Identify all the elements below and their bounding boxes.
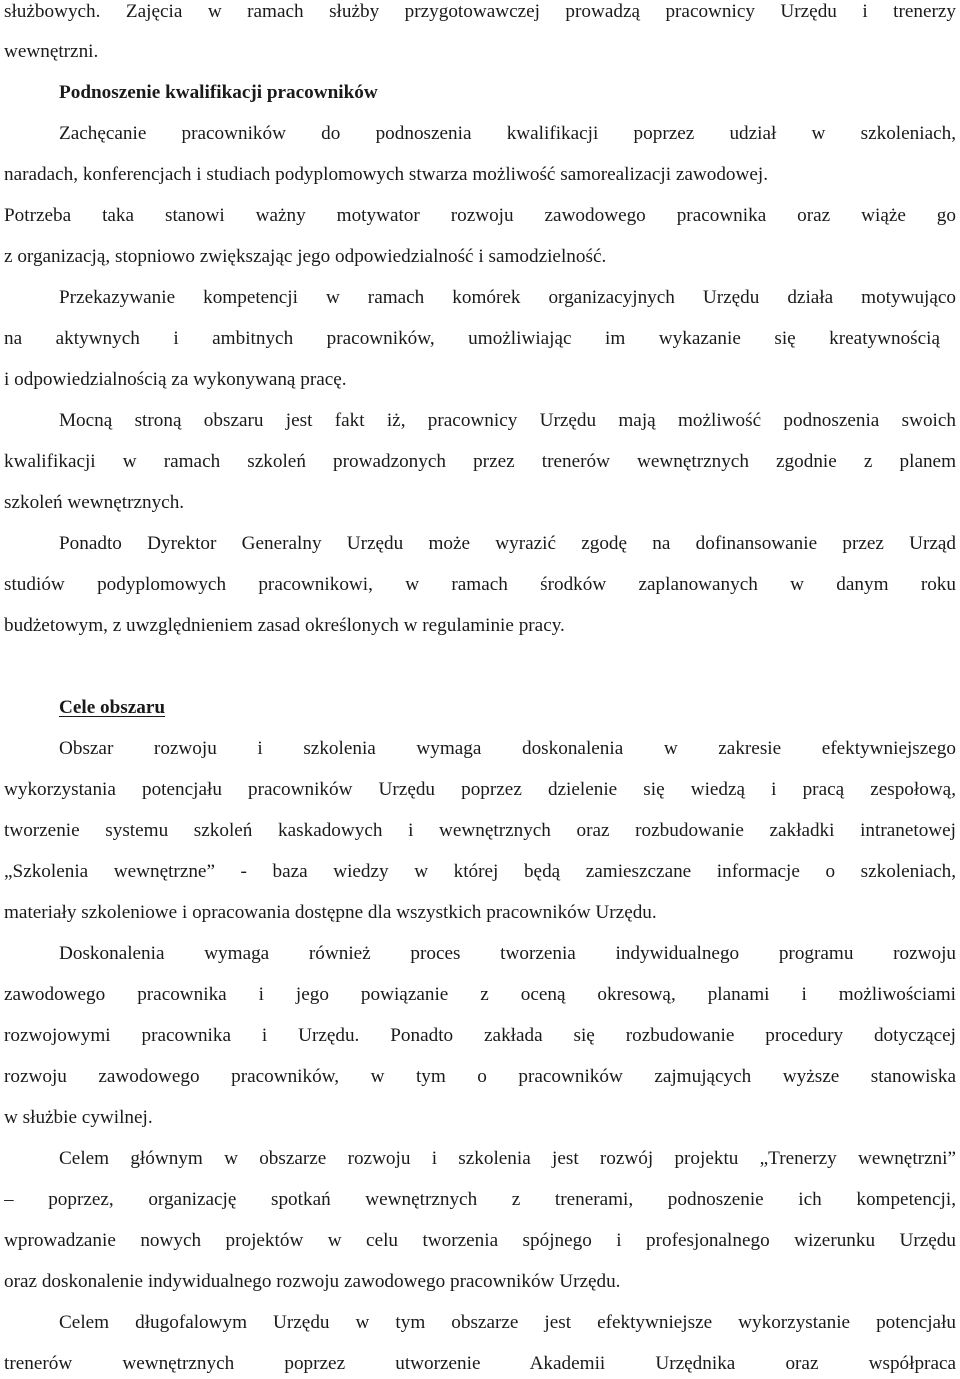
text-line: – poprzez, organizację spotkań wewnętrznych z trenerami, podnoszenie ich kompetencji, — [4, 1189, 956, 1210]
text-line: zawodowego pracownika i jego powiązanie z oceną okresową, planami i możliwościami — [4, 984, 956, 1005]
text-line: Celem długofalowym Urzędu w tym obszarze jest efektywniejsze wykorzystanie potencjału — [59, 1312, 956, 1333]
text-line: wewnętrzni. — [4, 41, 99, 62]
text-line: z organizacją, stopniowo zwiększając jego odpowiedzialność i samodzielność. — [4, 246, 607, 267]
text-line: Celem głównym w obszarze rozwoju i szkolenia jest rozwój projektu „Trenerzy wewnętrzni” — [59, 1148, 956, 1169]
text-line: „Szkolenia wewnętrzne” - baza wiedzy w której będą zamieszczane informacje o szkoleniach, — [4, 861, 956, 882]
text-line: Ponadto Dyrektor Generalny Urzędu może wyrazić zgodę na dofinansowanie przez Urząd — [59, 533, 956, 554]
text-line: oraz doskonalenie indywidualnego rozwoju zawodowego pracowników Urzędu. — [4, 1271, 621, 1292]
text-line: kwalifikacji w ramach szkoleń prowadzonych przez trenerów wewnętrznych zgodnie z planem — [4, 451, 956, 472]
text-line: materiały szkoleniowe i opracowania dostępne dla wszystkich pracowników Urzędu. — [4, 902, 657, 923]
text-line: wykorzystania potencjału pracowników Urzędu poprzez dzielenie się wiedzą i pracą zespołową, — [4, 779, 956, 800]
section-heading: Cele obszaru — [59, 697, 166, 718]
text-line: trenerów wewnętrznych poprzez utworzenie Akademii Urzędnika oraz współpraca — [4, 1353, 956, 1374]
text-line: w służbie cywilnej. — [4, 1107, 153, 1128]
text-line: Potrzeba taka stanowi ważny motywator rozwoju zawodowego pracownika oraz wiąże go — [4, 205, 956, 226]
text-line: Mocną stroną obszaru jest fakt iż, pracownicy Urzędu mają możliwość podnoszenia swoich — [59, 410, 956, 431]
text-line: Zachęcanie pracowników do podnoszenia kwalifikacji poprzez udział w szkoleniach, — [59, 123, 956, 144]
text-line: rozwoju zawodowego pracowników, w tym o pracowników zajmujących wyższe stanowiska — [4, 1066, 956, 1087]
text-line: służbowych. Zajęcia w ramach służby przygotowawczej prowadzą pracownicy Urzędu i trenerzy — [4, 1, 956, 22]
text-line: Doskonalenia wymaga również proces tworzenia indywidualnego programu rozwoju — [59, 943, 956, 964]
text-line: studiów podyplomowych pracownikowi, w ramach środków zaplanowanych w danym roku — [4, 574, 956, 595]
text-line: naradach, konferencjach i studiach podyplomowych stwarza możliwość samorealizacji zawodowej. — [4, 164, 769, 185]
text-line: rozwojowymi pracownika i Urzędu. Ponadto zakłada się rozbudowanie procedury dotyczącej — [4, 1025, 956, 1046]
text-line: tworzenie systemu szkoleń kaskadowych i wewnętrznych oraz rozbudowanie zakładki intranetowej — [4, 820, 956, 841]
section-heading: Podnoszenie kwalifikacji pracowników — [59, 82, 378, 103]
text-line: budżetowym, z uwzględnieniem zasad określonych w regulaminie pracy. — [4, 615, 565, 636]
text-line: wprowadzanie nowych projektów w celu tworzenia spójnego i profesjonalnego wizerunku Urzędu — [4, 1230, 956, 1251]
text-line: szkoleń wewnętrznych. — [4, 492, 185, 513]
text-line: Obszar rozwoju i szkolenia wymaga doskonalenia w zakresie efektywniejszego — [59, 738, 956, 759]
text-line: Przekazywanie kompetencji w ramach komórek organizacyjnych Urzędu działa motywująco — [59, 287, 956, 308]
text-line: i odpowiedzialnością za wykonywaną pracę. — [4, 369, 347, 390]
text-line: na aktywnych i ambitnych pracowników, umożliwiając im wykazanie się kreatywnością — [4, 328, 940, 349]
